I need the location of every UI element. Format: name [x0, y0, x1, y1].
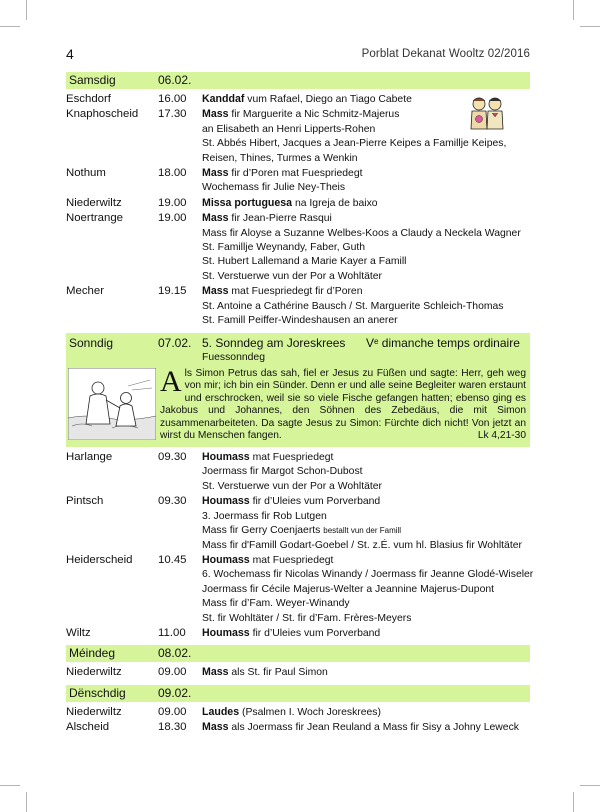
entry-place: Harlange — [66, 451, 113, 464]
entry-line: St. Verstuerwe vun der Por a Wohltäter — [202, 480, 382, 492]
entry-line: St. Verstuerwe vun der Por a Wohltäter — [202, 270, 382, 282]
crop-mark — [580, 785, 600, 786]
entry-time: 19.15 — [158, 285, 187, 298]
day-date: 06.02. — [158, 73, 192, 87]
schedule-entry — [66, 92, 530, 107]
entry-type: Houmass — [202, 451, 250, 464]
entry-place: Niederwiltz — [66, 705, 122, 718]
schedule-entry — [66, 166, 530, 196]
entry-line: St. fir Wohltäter / St. fir d’Fam. Frères-Meyers — [202, 612, 412, 624]
entry-line: St. Famillje Weynandy, Faber, Guth — [202, 242, 366, 254]
entry-place: Nothum — [66, 167, 106, 180]
day-name: Dënschdig — [69, 685, 126, 700]
day-header-denschdig — [66, 685, 530, 702]
crop-mark — [580, 26, 600, 27]
crop-mark — [573, 0, 574, 20]
sunday-subtitle: Fuessonndeg — [202, 351, 265, 363]
entry-line: Joermass fir Margot Schon-Dubost — [202, 466, 363, 478]
entry-line: Mass fir d'Famill Godart-Goebel / St. z.É. vum hl. Blasius fir Wohltäter — [202, 539, 522, 551]
gospel-reference: Lk 4,21-30 — [477, 430, 526, 442]
entry-line: St. Famill Peiffer-Windeshausen an anerer — [202, 315, 398, 327]
day-name: Samsdig — [69, 73, 116, 87]
schedule-entry — [66, 626, 530, 641]
gospel-illustration — [68, 368, 156, 440]
entry-line: Laudes (Psalmen I. Woch Joreskrees) — [202, 705, 381, 718]
sonndig-entries — [66, 450, 534, 641]
sunday-title: 5. Sonndeg am Joreskrees — [202, 335, 346, 350]
day-header-sonndig — [66, 333, 530, 448]
entry-line: St. Hubert Lallemand a Marie Kayer a Famill — [202, 256, 407, 268]
page-number: 4 — [66, 46, 74, 62]
entry-place: Noertrange — [66, 212, 123, 225]
entry-line: Missa portuguesa na Igreja de baixo — [202, 196, 378, 209]
entry-time: 19.00 — [158, 212, 187, 225]
entry-place: Niederwiltz — [66, 666, 122, 679]
entry-type: Mass — [202, 108, 229, 121]
entry-type: Mass — [202, 666, 229, 679]
entry-time: 09.30 — [158, 495, 187, 508]
schedule-entry — [66, 665, 530, 680]
entry-place: Heiderscheid — [66, 553, 133, 566]
crop-mark — [26, 0, 27, 20]
entry-time: 10.45 — [158, 553, 187, 566]
sunday-title-fr: Vᵉ dimanche temps ordinaire — [366, 335, 520, 350]
entry-type: Missa portuguesa — [202, 196, 293, 209]
entry-line: Houmass mat Fuespriedegt — [202, 553, 334, 566]
meindeg-entries — [66, 665, 530, 680]
entry-line: an Elisabeth an Henri Lipperts-Rohen — [202, 123, 376, 135]
day-header-meindeg — [66, 645, 530, 662]
entry-line: Mass mat Fuespriedegt fir d’Poren — [202, 285, 363, 298]
entry-line: Houmass fir d’Uleies vum Porverband — [202, 626, 381, 639]
entry-line: Mass fir d’Fam. Weyer-Winandy — [202, 598, 350, 610]
entry-line: Mass fir Aloyse a Suzanne Welbes-Koos a Claudy a Neckela Wagner — [202, 227, 521, 239]
page-title: Porblat Dekanat Wooltz 02/2016 — [361, 48, 530, 60]
entry-type: Kanddaf — [202, 93, 245, 105]
entry-line: Mass fir Jean-Pierre Rasqui — [202, 212, 332, 225]
entry-type: Mass — [202, 167, 229, 180]
day-name: Sonndig — [69, 335, 114, 350]
entry-place: Niederwiltz — [66, 196, 122, 209]
entry-time: 16.00 — [158, 93, 187, 105]
entry-line: Mass als Joermass fir Jean Reuland a Mass fir Sisy a Johny Leweck — [202, 721, 519, 734]
crop-mark — [0, 785, 20, 786]
entry-time: 11.00 — [158, 626, 186, 639]
entry-type: Mass — [202, 285, 229, 298]
entry-time: 09.00 — [158, 666, 187, 679]
crop-mark — [26, 792, 27, 812]
entry-type: Houmass — [202, 626, 250, 639]
day-date: 09.02. — [158, 685, 192, 700]
entry-time: 09.00 — [158, 705, 187, 718]
schedule-entry — [66, 720, 530, 735]
schedule-entry — [66, 553, 534, 626]
crop-mark — [573, 792, 574, 812]
entry-place: Pintsch — [66, 495, 104, 508]
entry-time: 18.30 — [158, 721, 187, 734]
entry-line: St. Abbés Hibert, Jacques a Jean-Pierre Keipes a Famillje Keipes, — [202, 138, 507, 150]
entry-line: Mass fir d’Poren mat Fuespriedegt — [202, 167, 363, 180]
schedule-entry — [66, 705, 530, 720]
gospel-text: Als Simon Petrus das sah, fiel er Jesus zu Füßen und sagte: Herr, geh weg von mir; ich bin ein Sünder. Denn er und alle seine Begleiter waren erstaunt und erschrocken, weil sie so viele Fische gefangen hatten; ebenso ging es Jakobus und Johannes, den Söhnen des Zebedäus, die mit Simon zusammenarbeiteten. Da sagte Jesus zu Simon: Fürchte dich nicht! Von jetzt an wirst du Menschen fangen. Lk 4,21-30 — [160, 364, 526, 442]
entry-place: Wiltz — [66, 626, 91, 639]
day-date: 07.02. — [158, 335, 192, 350]
schedule-entry — [66, 107, 530, 166]
couple-illustration — [467, 95, 507, 131]
entry-line: Joermass fir Cécile Majerus-Welter a Jeannine Majerus-Dupont — [202, 583, 495, 595]
entry-time: 19.00 — [158, 196, 187, 209]
denschdig-entries — [66, 705, 530, 736]
entry-line: Mass fir Marguerite a Nic Schmitz-Majerus — [202, 108, 400, 121]
entry-line: Houmass mat Fuespriedegt — [202, 451, 334, 464]
entry-line: 6. Wochemass fir Nicolas Winandy / Joermass fir Jeanne Glodé-Wiseler — [202, 569, 534, 581]
entry-line: Houmass fir d’Uleies vum Porverband — [202, 495, 381, 508]
entry-place: Eschdorf — [66, 93, 111, 105]
schedule — [66, 72, 534, 736]
entry-type: Houmass — [202, 495, 250, 508]
entry-line: 3. Joermass fir Rob Lutgen — [202, 510, 327, 522]
crop-mark — [0, 26, 20, 27]
entry-place: Alscheid — [66, 721, 110, 734]
entry-line: Wochemass fir Julie Ney-Theis — [202, 182, 346, 194]
entry-type: Houmass — [202, 553, 250, 566]
gospel-dropcap: A — [160, 364, 182, 398]
entry-time: 17.30 — [158, 108, 187, 121]
entry-line: Kanddaf vum Rafael, Diego an Tiago Cabete — [202, 93, 412, 105]
day-header-samsdig — [66, 72, 530, 89]
entry-place: Knaphoscheid — [66, 108, 139, 121]
entry-line: Mass fir Gerry Coenjaerts bestallt vun der Famill — [202, 525, 402, 537]
schedule-entry — [66, 450, 530, 494]
entry-line: Reisen, Thines, Turmes a Wenkin — [202, 152, 358, 164]
entry-line: Mass als St. fir Paul Simon — [202, 666, 328, 679]
entry-line: St. Antoine a Cathérine Bausch / St. Marguerite Schleich-Thomas — [202, 300, 504, 312]
schedule-entry — [66, 211, 530, 284]
entry-place: Mecher — [66, 285, 104, 298]
entry-time: 09.30 — [158, 451, 187, 464]
entry-type: Mass — [202, 721, 229, 734]
schedule-entry — [66, 196, 530, 211]
schedule-entry — [66, 284, 530, 328]
samsdig-entries — [66, 92, 530, 329]
entry-time: 18.00 — [158, 167, 187, 180]
day-name: Méindeg — [69, 646, 116, 661]
day-date: 08.02. — [158, 646, 192, 661]
entry-type: Mass — [202, 212, 229, 225]
gospel-block — [66, 364, 530, 444]
schedule-entry — [66, 494, 530, 553]
entry-type: Laudes — [202, 705, 240, 718]
